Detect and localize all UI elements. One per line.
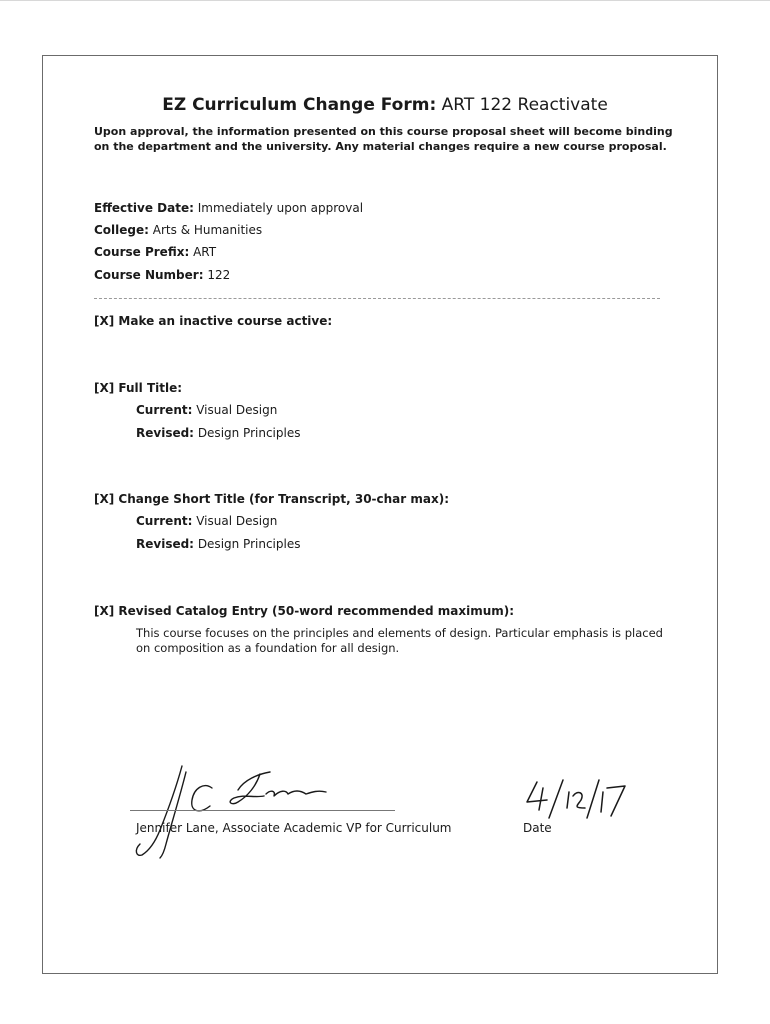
effective-date-label: Effective Date:: [94, 201, 194, 215]
reactivate-section-heading: [X] Make an inactive course active:: [94, 314, 333, 328]
form-title: [0, 94, 770, 116]
short-title-heading: [X] Change Short Title (for Transcript, 30-char max):: [94, 492, 449, 506]
course-prefix-label: Course Prefix:: [94, 245, 190, 259]
section-divider: [94, 298, 660, 299]
full-title-revised-value: Design Principles: [197, 426, 301, 440]
effective-date-field: [94, 200, 363, 216]
course-number-label: Course Number:: [94, 268, 204, 282]
short-title-current-label: Current:: [136, 514, 193, 528]
full-title-current-value: Visual Design: [196, 403, 278, 417]
page-top-rule: [0, 0, 770, 1]
intro-paragraph: Upon approval, the information presented on this course proposal sheet will become binding on the department and the university. Any material changes require a new course proposal.: [94, 125, 673, 153]
course-prefix-field: [94, 244, 216, 260]
short-title-revised: [136, 536, 300, 552]
short-title-current: [136, 513, 277, 529]
full-title-revised-label: Revised:: [136, 426, 194, 440]
short-title-current-value: Visual Design: [196, 514, 278, 528]
catalog-entry-text: This course focuses on the principles and elements of design. Particular emphasis is placed on composition as a foundation for all design.: [136, 626, 663, 655]
short-title-revised-label: Revised:: [136, 537, 194, 551]
date-label: Date: [523, 821, 552, 835]
course-prefix-value: ART: [193, 245, 217, 259]
handwritten-date-image: [515, 778, 635, 823]
form-title-course: ART 122 Reactivate: [441, 95, 608, 115]
full-title-current: [136, 402, 277, 418]
course-number-field: [94, 267, 230, 283]
full-title-heading: [X] Full Title:: [94, 381, 183, 395]
college-field: [94, 222, 262, 238]
signer-caption: Jennifer Lane, Associate Academic VP for Curriculum: [136, 821, 452, 835]
college-value: Arts & Humanities: [152, 223, 263, 237]
form-title-name: EZ Curriculum Change Form:: [162, 95, 437, 115]
full-title-revised: [136, 425, 300, 441]
course-number-value: 122: [207, 268, 231, 282]
college-label: College:: [94, 223, 149, 237]
catalog-entry-heading: [X] Revised Catalog Entry (50-word recommended maximum):: [94, 604, 515, 618]
short-title-revised-value: Design Principles: [197, 537, 301, 551]
effective-date-value: Immediately upon approval: [197, 201, 364, 215]
full-title-current-label: Current:: [136, 403, 193, 417]
signature-line: [130, 810, 395, 811]
